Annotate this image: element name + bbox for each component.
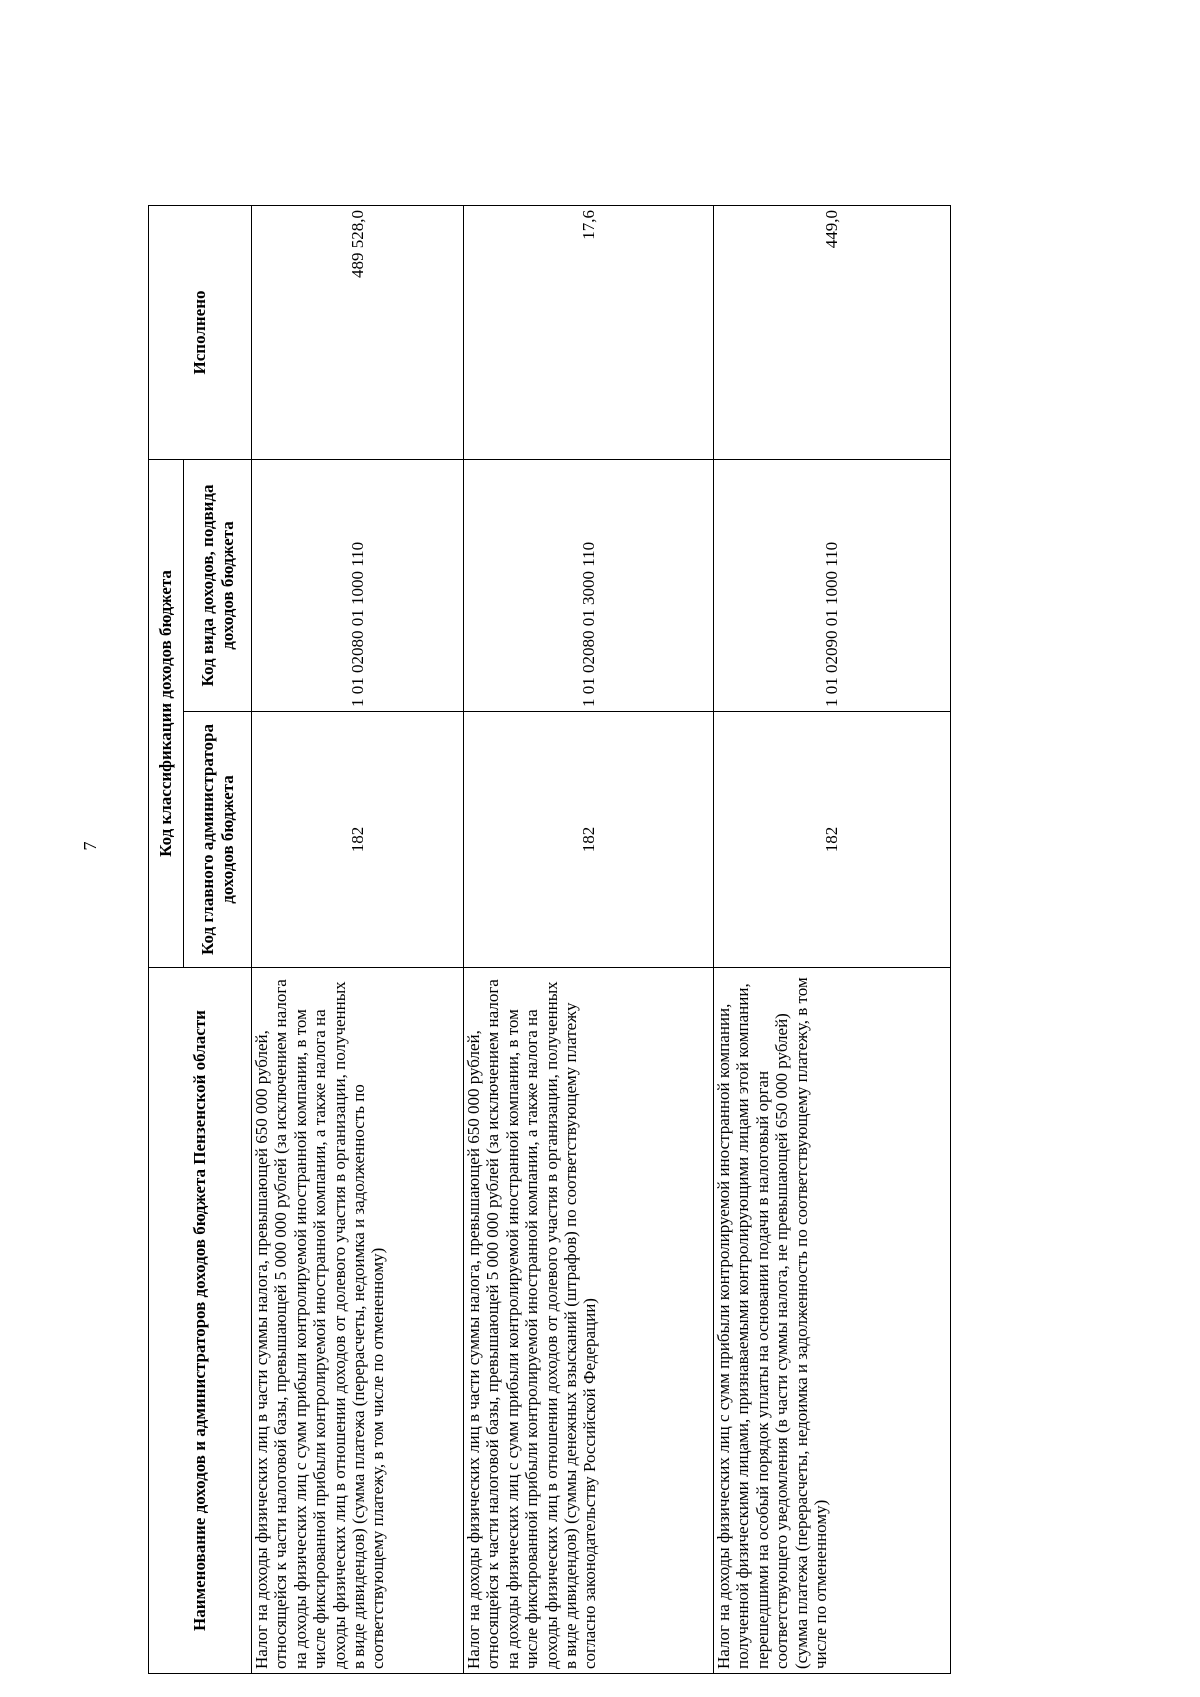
header-executed: Исполнено xyxy=(149,205,252,459)
row-description: Налог на доходы физических лиц с сумм прибыли контролируемой иностранной компании, полученной физическими лицами, признаваемыми контролирующими лицами этой компании, перешедшими на особый порядок уплаты на основании подачи в налоговый орган соответствующего уведомления (в части суммы налога, не превышающей 650 000 рублей) (сумма платежа (перерасчеты, недоимка и задолженность по соответствующему платежу, в том числе по отмененному) xyxy=(714,968,951,1674)
row-type-code: 1 01 02090 01 1000 110 xyxy=(714,459,951,711)
row-type-code: 1 01 02080 01 3000 110 xyxy=(464,459,714,711)
revenue-table xyxy=(148,205,951,1674)
row-description: Налог на доходы физических лиц в части суммы налога, превышающей 650 000 рублей, относящейся к части налоговой базы, превышающей 5 000 000 рублей (за исключением налога на доходы физических лиц с сумм прибыли контролируемой иностранной компании, в том числе фиксированной прибыли контролируемой иностранной компании, а также налога на доходы физических лиц в отношении доходов от долевого участия в организации, полученных в виде дивидендов) (суммы денежных взысканий (штрафов) по соответствующему платежу согласно законодательству Российской Федерации) xyxy=(464,968,714,1674)
row-admin-code: 182 xyxy=(714,712,951,968)
page-number: 7 xyxy=(80,841,100,851)
header-admin-code: Код главного администратора доходов бюджета xyxy=(184,712,252,968)
header-name: Наименование доходов и администраторов доходов бюджета Пензенской области xyxy=(149,968,252,1674)
table-row xyxy=(464,205,714,1673)
row-executed: 489 528,0 xyxy=(252,205,464,459)
header-type-code: Код вида доходов, подвида доходов бюджета xyxy=(184,459,252,711)
table-row xyxy=(714,205,951,1673)
row-executed: 449,0 xyxy=(714,205,951,459)
row-description: Налог на доходы физических лиц в части суммы налога, превышающей 650 000 рублей, относящейся к части налоговой базы, превышающей 5 000 000 рублей (за исключением налога на доходы физических лиц с сумм прибыли контролируемой иностранной компании, в том числе фиксированной прибыли контролируемой иностранной компании, а также налога на доходы физических лиц в отношении доходов от долевого участия в организации, полученных в виде дивидендов) (сумма платежа (перерасчеты, недоимка и задолженность по соответствующему платежу, в том числе по отмененному) xyxy=(252,968,464,1674)
header-classification: Код классификации доходов бюджета xyxy=(149,459,184,967)
table-row xyxy=(252,205,464,1673)
row-admin-code: 182 xyxy=(464,712,714,968)
row-admin-code: 182 xyxy=(252,712,464,968)
rotated-table-container xyxy=(148,206,950,1674)
row-type-code: 1 01 02080 01 1000 110 xyxy=(252,459,464,711)
row-executed: 17,6 xyxy=(464,205,714,459)
